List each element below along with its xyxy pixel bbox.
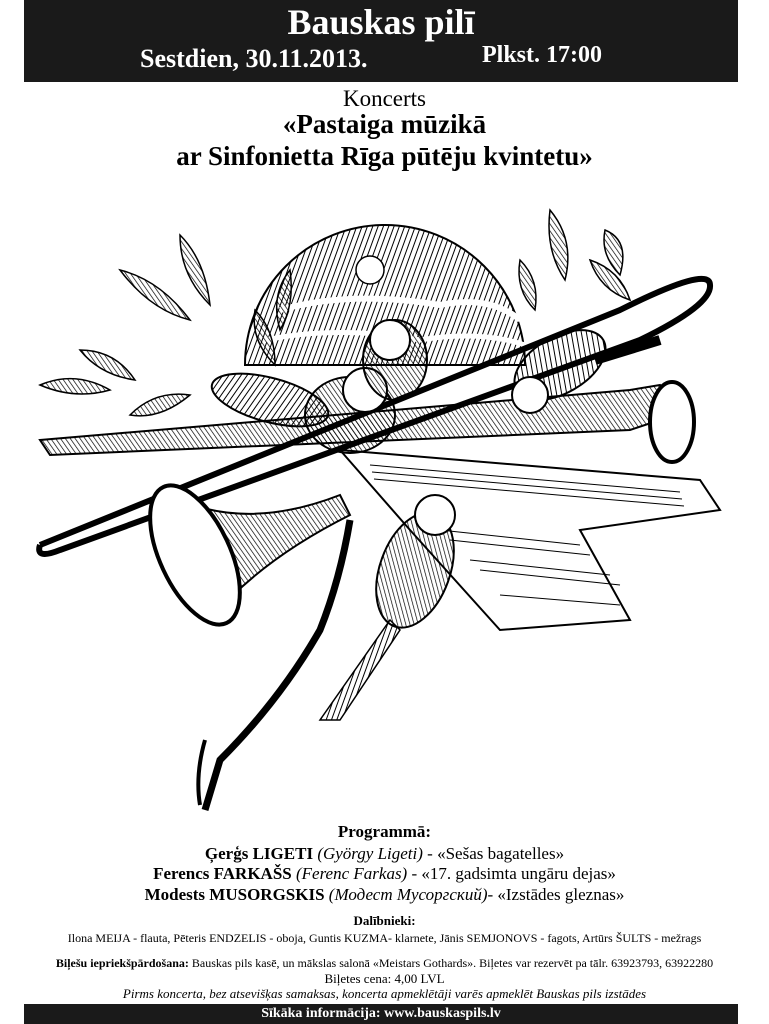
composer-name: Modests MUSORGSKIS bbox=[144, 885, 325, 904]
concert-label: Koncerts bbox=[342, 86, 427, 111]
presale-text: Bauskas pils kasē, un mākslas salonā «Meistars Gothards». Biļetes var rezervēt pa tālr. 63923793, 63922280 bbox=[188, 956, 714, 970]
programme-work: - «17. gadsimta ungāru dejas» bbox=[407, 864, 616, 883]
bird-icon bbox=[363, 320, 427, 400]
concert-title-line1: «Pastaiga mūzikā bbox=[282, 109, 487, 139]
composer-original-name: (György Ligeti) bbox=[317, 844, 423, 863]
composer-original-name: (Модест Мусоргский) bbox=[328, 885, 488, 904]
header-banner bbox=[24, 0, 738, 82]
footer-info: Sīkāka informācija: www.bauskaspils.lv bbox=[24, 1004, 738, 1024]
concert-title-line2: ar Sinfonietta Rīga pūtēju kvintetu» bbox=[176, 141, 593, 171]
event-time: Plkst. 17:00 bbox=[482, 42, 602, 68]
programme-item bbox=[0, 844, 769, 864]
birds-instruments-illustration bbox=[20, 200, 750, 820]
composer-name: Ferencs FARKAŠS bbox=[153, 864, 292, 883]
programme-work: - «Sešas bagatelles» bbox=[422, 844, 565, 863]
participants-heading: Dalībnieki: bbox=[353, 913, 416, 928]
venue-title: Bauskas pilī bbox=[287, 2, 475, 42]
concert-title bbox=[0, 108, 769, 172]
event-date: Sestdien, 30.11.2013. bbox=[140, 44, 368, 73]
composer-original-name: (Ferenc Farkas) bbox=[295, 864, 408, 883]
presale-info bbox=[0, 955, 769, 971]
bird-icon bbox=[320, 495, 468, 720]
programme-item bbox=[0, 864, 769, 884]
programme-item bbox=[0, 885, 769, 905]
horn-bell-icon bbox=[132, 472, 350, 638]
ticket-price: Biļetes cena: 4,00 LVL bbox=[324, 971, 445, 986]
presale-label: Biļešu iepriekšpārdošana: bbox=[55, 956, 189, 970]
participants-list: Ilona MEIJA - flauta, Pēteris ENDZELIS - oboja, Guntis KUZMA- klarnete, Jānis SEMJONOVS - fagots, Artūrs ŠULTS - mežrags bbox=[67, 931, 702, 945]
programme-work: - «Izstādes gleznas» bbox=[487, 885, 625, 904]
exhibition-note: Pirms koncerta, bez atsevišķas samaksas, koncerta apmeklētāji varēs apmeklēt Bauskas pils izstādes bbox=[122, 986, 647, 1001]
composer-name: Ģerģs LIGETI bbox=[204, 844, 314, 863]
programme-heading: Programmā: bbox=[337, 822, 432, 841]
